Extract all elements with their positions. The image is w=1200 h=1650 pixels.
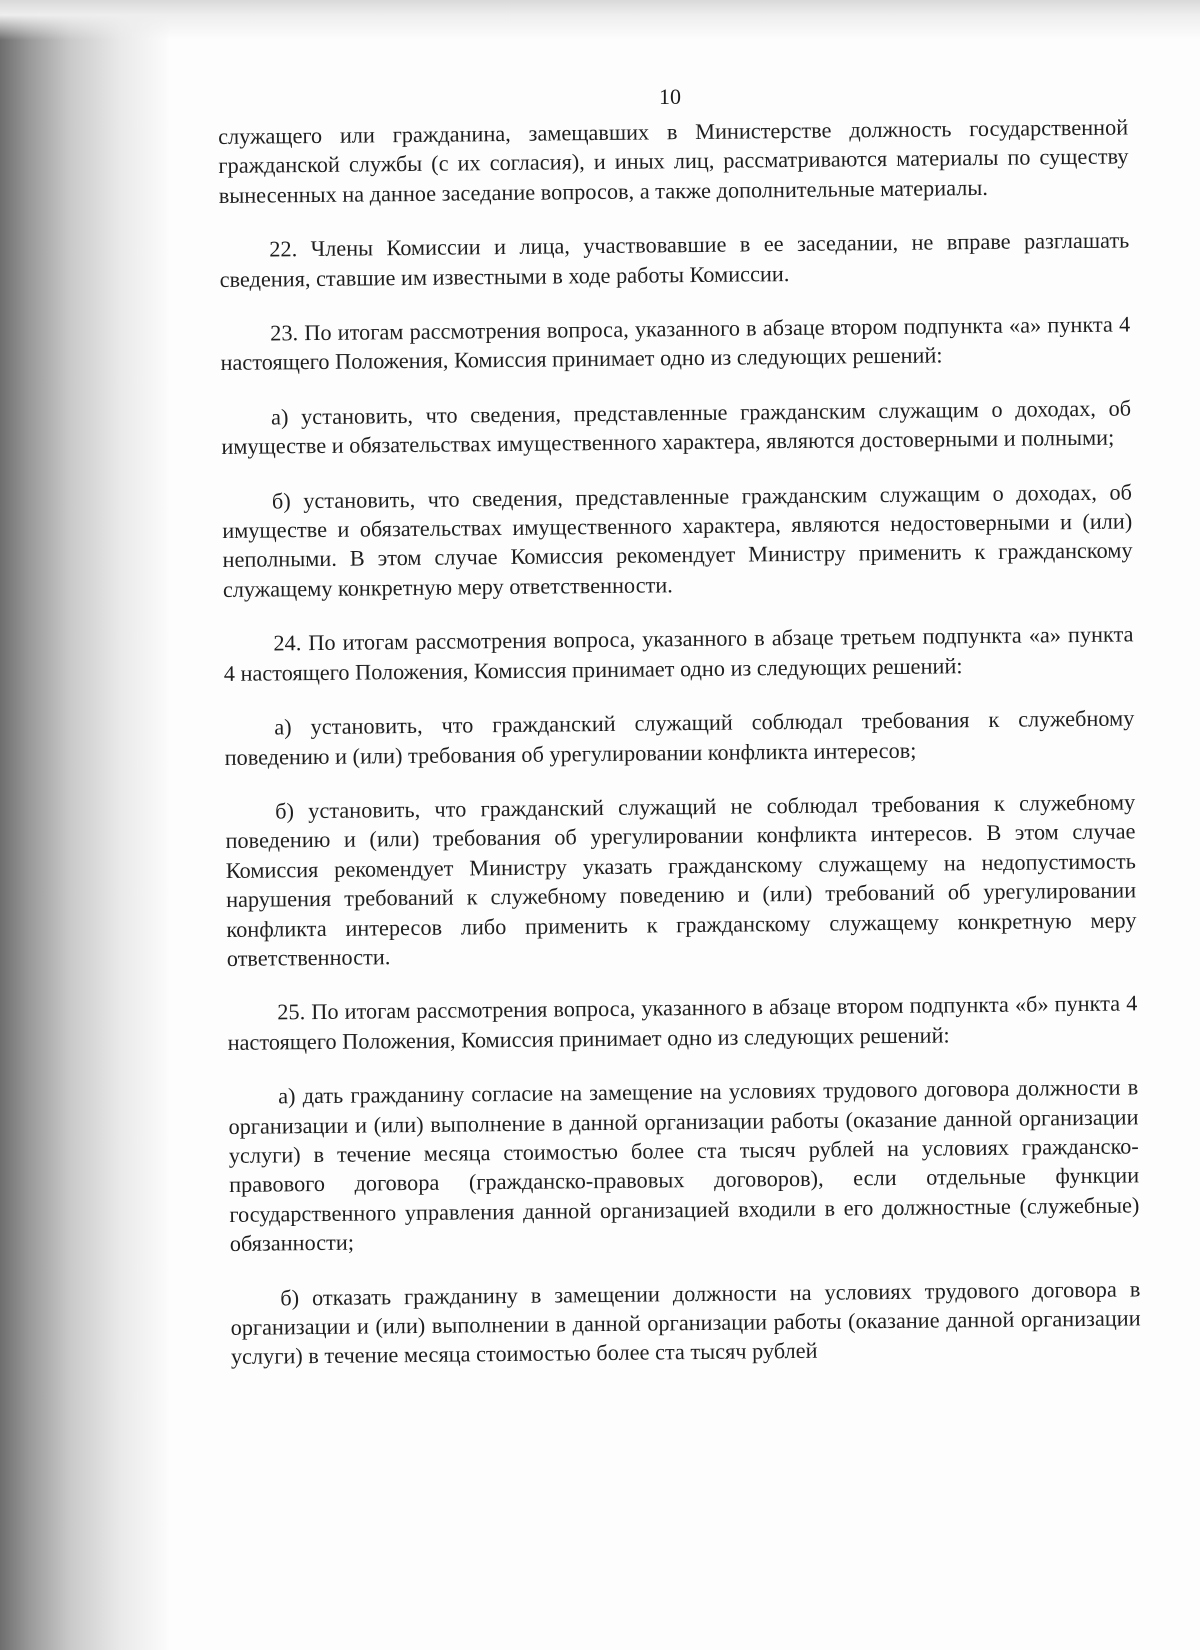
paragraph-25-a: а) дать гражданину согласие на замещение на условиях трудового договора должности в организации и (или) выполнение в данной организации работы (оказание данной организации услуги) в течение месяца стоимостью более ста тысяч рублей на условиях гражданско-правового договора (гражданско-правовых договоров), если отдельные функции государственного управления данной организацией входили в его должностные (служебные) обязанности; bbox=[228, 1074, 1140, 1257]
paragraph-23: 23. По итогам рассмотрения вопроса, указанного в абзаце втором подпункта «а» пункта 4 настоящего Положения, Комиссия принимает одно из следующих решений: bbox=[220, 311, 1131, 376]
paragraph-25-b: б) отказать гражданину в замещении должности на условиях трудового договора в организации и (или) выполнении в данной организации работы (оказание данной организации услуги) в течение месяца стоимостью более ста тысяч рублей bbox=[230, 1276, 1141, 1370]
paragraph-continuation: служащего или гражданина, замещавших в Министерстве должность государственной гражданской службы (с их согласия), и иных лиц, рассматриваются материалы по существу вынесенных на данное заседание вопросов, а также дополнительные материалы. bbox=[218, 114, 1129, 208]
paragraph-25: 25. По итогам рассмотрения вопроса, указанного в абзаце втором подпункта «б» пункта 4 настоящего Положения, Комиссия принимает одно из следующих решений: bbox=[227, 990, 1138, 1055]
paragraph-22: 22. Члены Комиссии и лица, участвовавшие в ее заседании, не вправе разглашать сведения, ставшие им известными в ходе работы Комиссии. bbox=[219, 227, 1130, 292]
document-body bbox=[218, 112, 1141, 1396]
binding-shadow bbox=[0, 0, 170, 1650]
page-number: 10 bbox=[659, 84, 681, 109]
paragraph-24-a: а) установить, что гражданский служащий соблюдал требования к служебному поведению и (или) требования об урегулировании конфликта интересов; bbox=[224, 705, 1135, 770]
top-edge-shadow bbox=[0, 0, 1200, 40]
paragraph-24: 24. По итогам рассмотрения вопроса, указанного в абзаце третьем подпункта «а» пункта 4 настоящего Положения, Комиссия принимает одно из следующих решений: bbox=[223, 621, 1134, 686]
paragraph-23-b: б) установить, что сведения, представленные гражданским служащим о доходах, об имуществе и обязательствах имущественного характера, являются недостоверными и (или) неполными. В этом случае Комиссия рекомендует Министру применить к гражданскому служащему конкретную меру ответственности. bbox=[222, 479, 1133, 602]
paragraph-24-b: б) установить, что гражданский служащий не соблюдал требования к служебному поведению и (или) требования об урегулировании конфликта интересов. В этом случае Комиссия рекомендует Министру указать гражданскому служащему на недопустимость нарушения требований к служебному поведению и (или) требований об урегулировании конфликта интересов либо применить к гражданскому служащему конкретную меру ответственности. bbox=[225, 789, 1137, 971]
paragraph-23-a: а) установить, что сведения, представленные гражданским служащим о доходах, об имуществе и обязательствах имущественного характера, являются достоверными и полными; bbox=[221, 395, 1132, 460]
